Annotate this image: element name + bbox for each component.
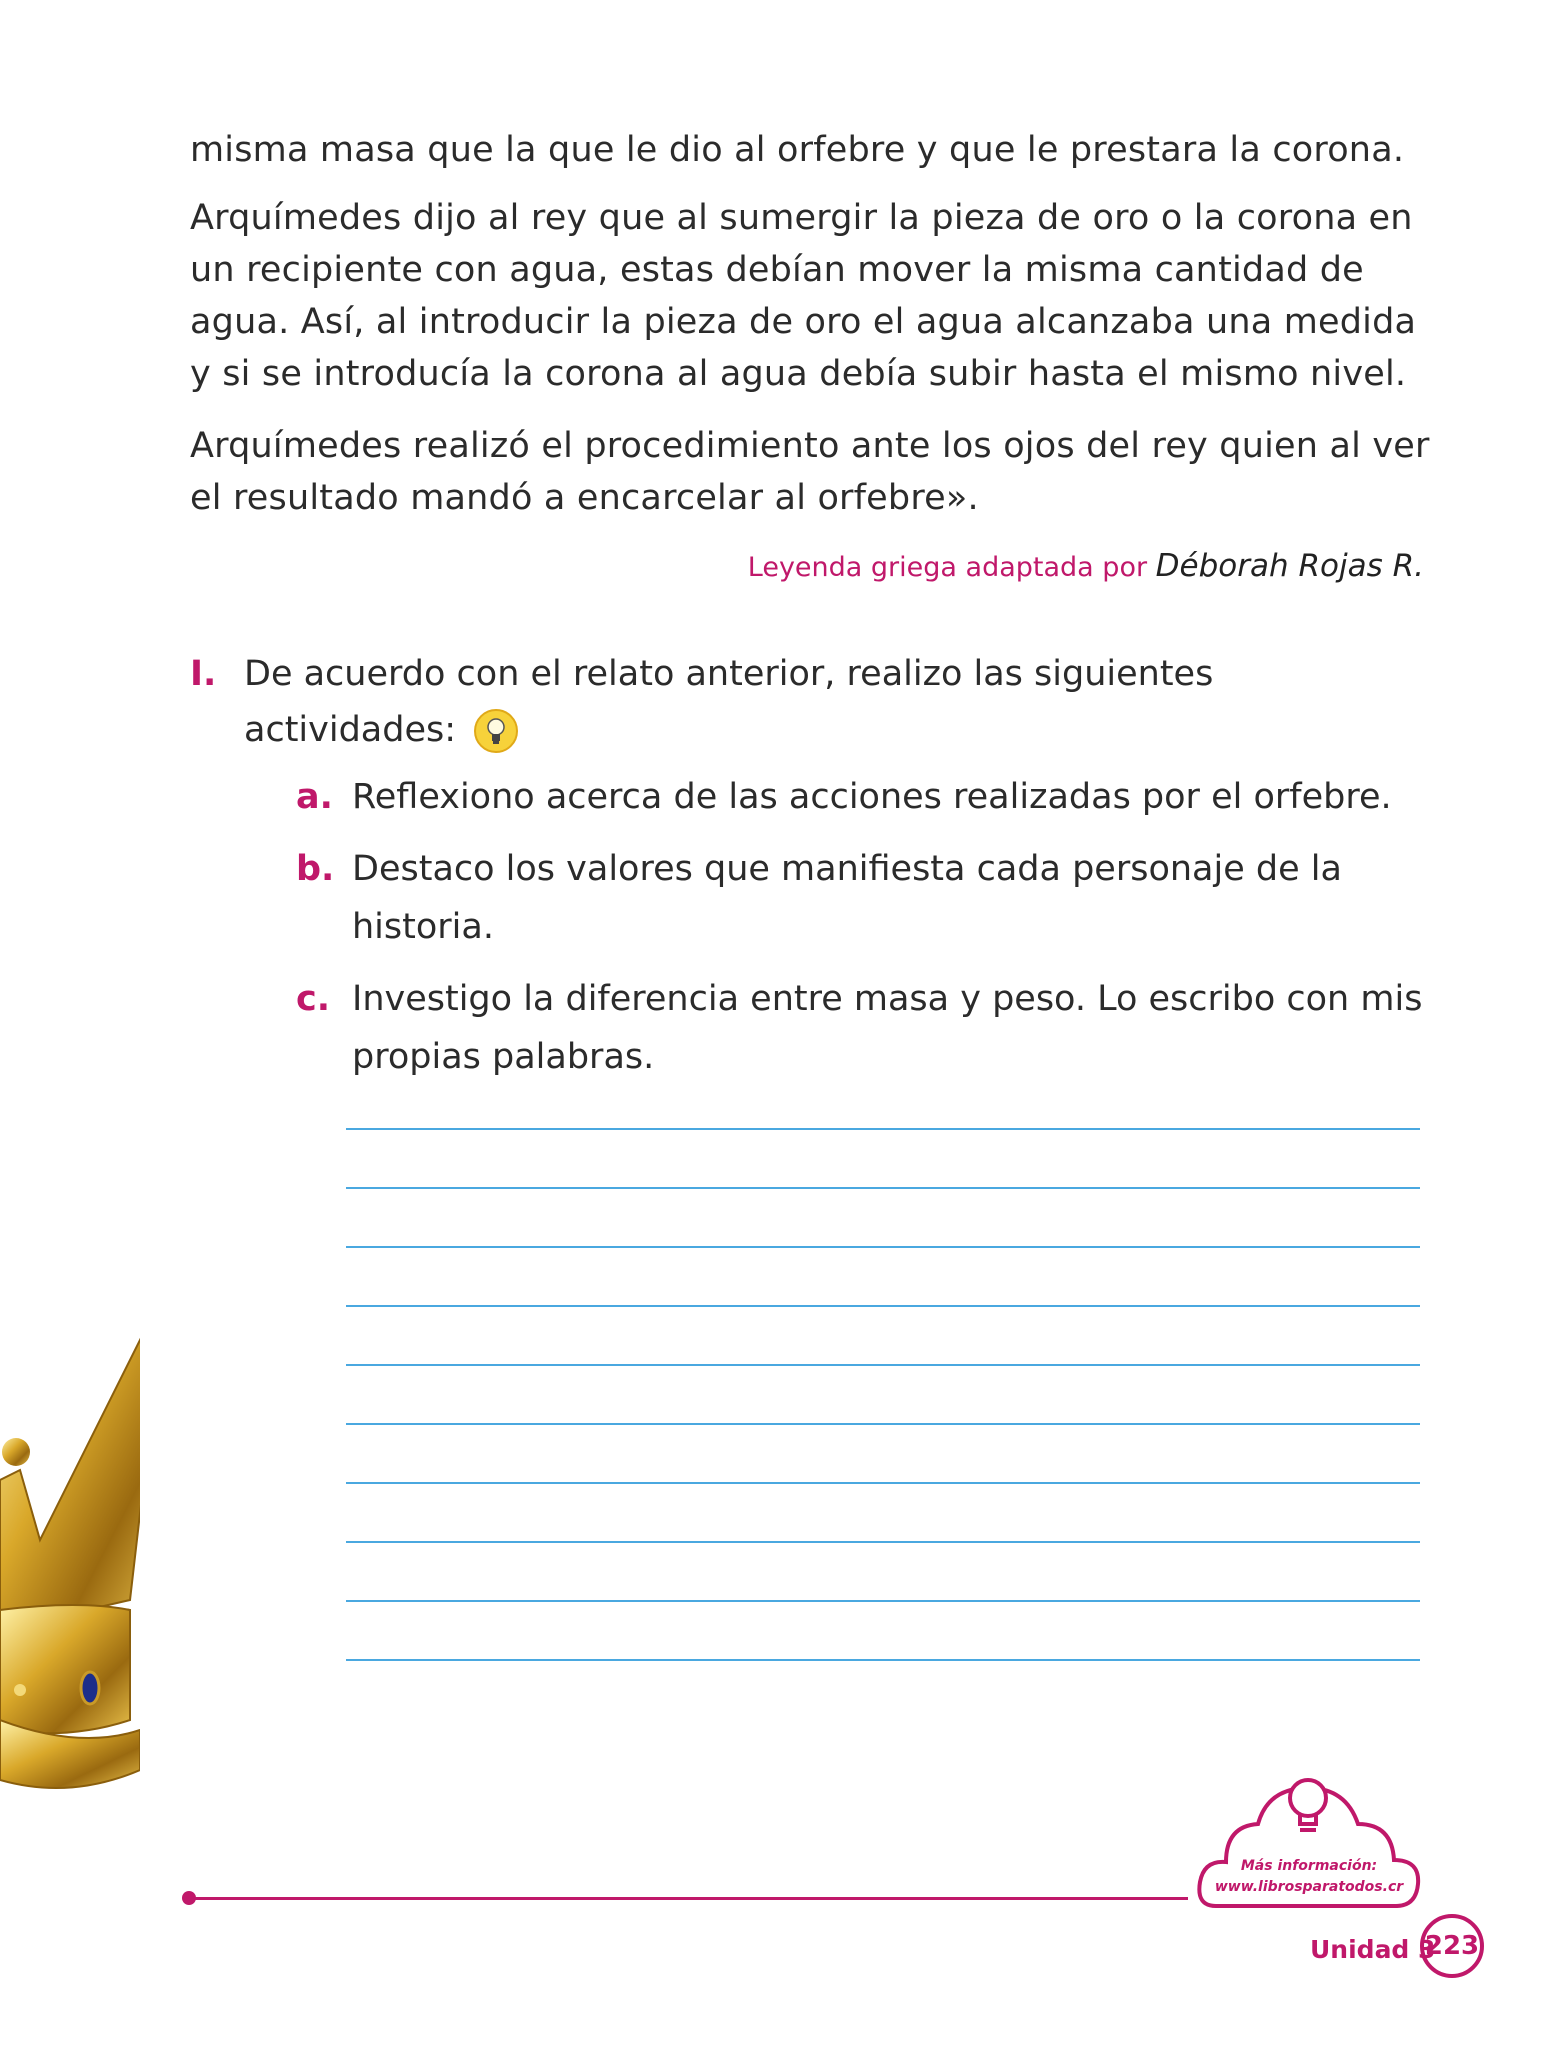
story-paragraph-1: misma masa que la que le dio al orfebre y que le prestara la corona.	[190, 130, 1405, 170]
writing-line[interactable]	[346, 1659, 1420, 1661]
activity-item-a	[296, 768, 1426, 826]
crown-image	[0, 1280, 140, 1800]
writing-line[interactable]	[346, 1128, 1420, 1130]
bottom-rule	[188, 1897, 1188, 1900]
more-info-badge[interactable]	[1196, 1856, 1422, 1898]
writing-line[interactable]	[346, 1246, 1420, 1248]
story-paragraph-2: Arquímedes dijo al rey que al sumergir la pieza de oro o la corona en un recipiente con agua, estas debían mover la misma cantidad de agua. Así, al introducir la pieza de oro el agua alcanzaba una medida y si se introducía la corona al agua debía subir hasta el mismo nivel.	[190, 198, 1417, 394]
more-info-label: Más información:	[1240, 1858, 1378, 1874]
writing-line[interactable]	[346, 1482, 1420, 1484]
activity-item-b	[296, 840, 1426, 956]
credit-label: Leyenda griega adaptada por	[747, 552, 1148, 583]
item-text: Reflexiono acerca de las acciones realizadas por el orfebre.	[352, 777, 1392, 817]
lightbulb-icon	[473, 708, 519, 754]
writing-line[interactable]	[346, 1187, 1420, 1189]
unit-label: Unidad 3	[1310, 1935, 1436, 1964]
activity-instruction	[190, 646, 1430, 758]
item-text: Destaco los valores que manifiesta cada personaje de la historia.	[352, 849, 1342, 947]
item-letter: a.	[296, 777, 333, 817]
writing-line[interactable]	[346, 1600, 1420, 1602]
story-paragraph-3: Arquímedes realizó el procedimiento ante los ojos del rey quien al ver el resultado mandó a encarcelar al orfebre».	[190, 426, 1430, 518]
more-info-url[interactable]: www.librosparatodos.cr	[1214, 1879, 1404, 1895]
story-credit	[748, 548, 1424, 584]
writing-line[interactable]	[346, 1423, 1420, 1425]
activity-instruction-text: De acuerdo con el relato anterior, realizo las siguientes actividades:	[244, 654, 1214, 750]
item-text: Investigo la diferencia entre masa y peso. Lo escribo con mis propias palabras.	[352, 979, 1423, 1077]
writing-line[interactable]	[346, 1305, 1420, 1307]
credit-author: Déborah Rojas R.	[1155, 548, 1424, 584]
activity-item-c	[296, 970, 1426, 1086]
writing-line[interactable]	[346, 1541, 1420, 1543]
item-letter: c.	[296, 979, 331, 1019]
activity-number: I.	[190, 654, 217, 694]
writing-area[interactable]	[346, 1128, 1420, 1718]
page-number: 223	[1420, 1914, 1484, 1978]
writing-line[interactable]	[346, 1364, 1420, 1366]
item-letter: b.	[296, 849, 335, 889]
